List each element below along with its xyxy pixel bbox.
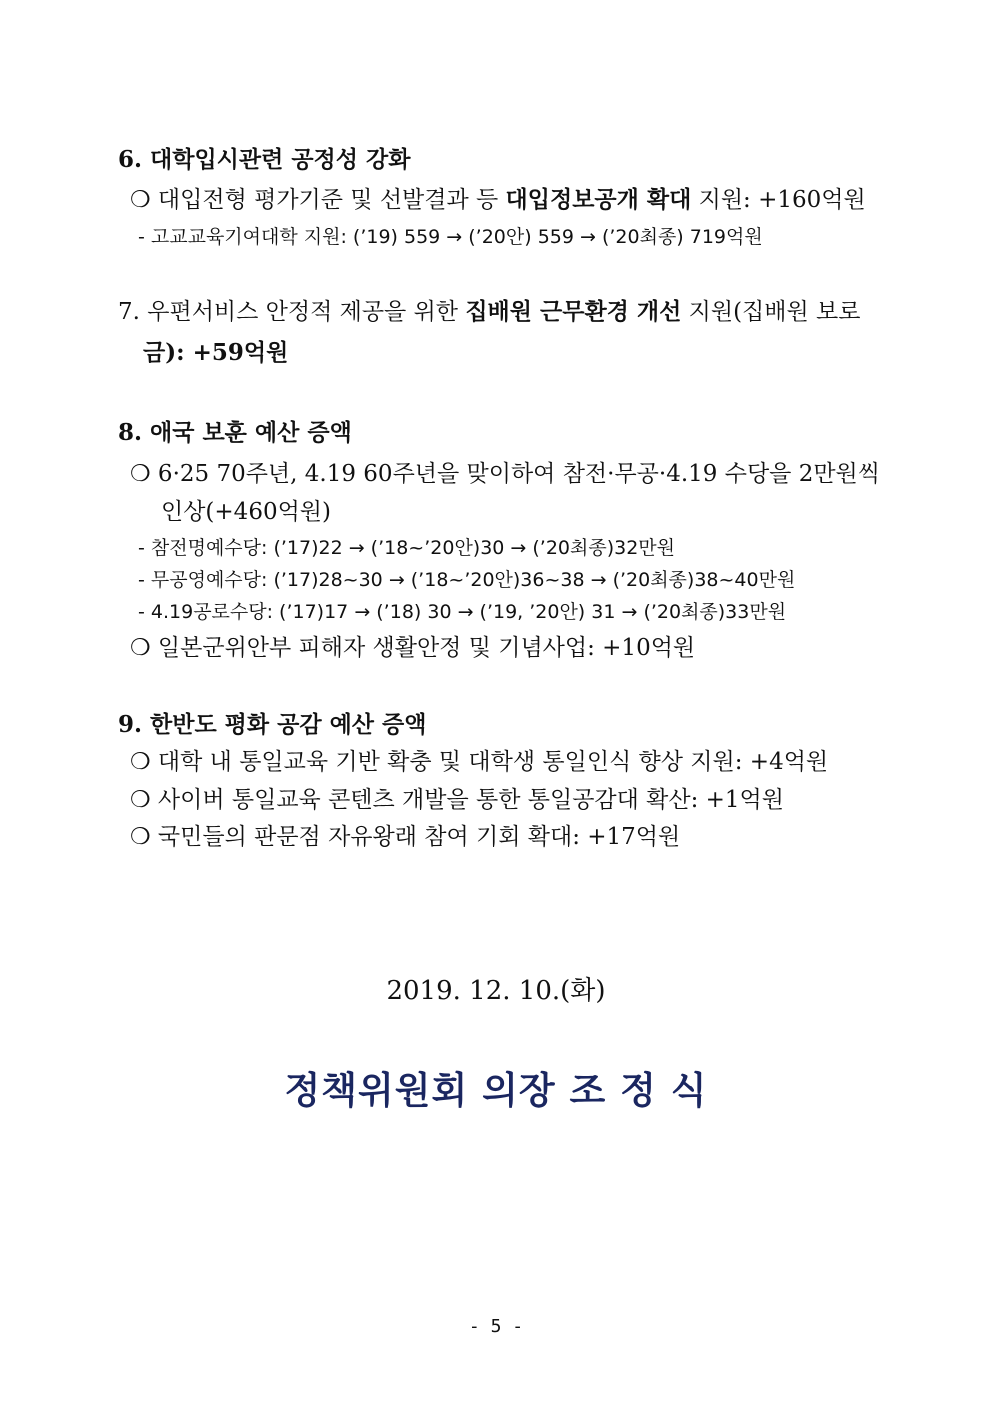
- bullet-emphasis: 대입정보공개 확대: [505, 186, 692, 213]
- section-8-detail-3: - 4.19공로수당: (’17)17 → (’18) 30 → (’19, ’20안) 31 → (’20최종)33만원: [138, 601, 787, 623]
- heading-text-end: 지원(집배원 보로: [681, 299, 861, 325]
- section-9-bullet-2: ❍ 사이버 통일교육 콘텐츠 개발을 통한 통일공감대 확산: +1억원: [130, 787, 784, 813]
- bullet-text-end: 지원: +160억원: [691, 187, 866, 213]
- section-6-heading: 6. 대학입시관련 공정성 강화: [118, 146, 411, 173]
- section-7-continuation: 금): +59억원: [143, 339, 289, 366]
- page-number: - 5 -: [468, 1316, 524, 1337]
- document-date: 2019. 12. 10.(화): [386, 976, 606, 1006]
- bullet-text: ❍ 대입전형 평가기준 및 선발결과 등: [130, 187, 506, 213]
- section-8-bullet-1-cont: 인상(+460억원): [161, 499, 331, 525]
- section-6-detail-1: - 고교교육기여대학 지원: (’19) 559 → (’20안) 559 → (’20최종) 719억원: [138, 226, 763, 248]
- signature: 정책위원회 의장 조 정 식: [284, 1069, 708, 1112]
- heading-text: 7. 우편서비스 안정적 제공을 위한: [118, 299, 466, 325]
- section-6-bullet-1: [130, 181, 866, 214]
- section-7-heading: [118, 293, 860, 326]
- section-9-bullet-3: ❍ 국민들의 판문점 자유왕래 참여 기회 확대: +17억원: [130, 824, 681, 850]
- section-8-bullet-2: ❍ 일본군위안부 피해자 생활안정 및 기념사업: +10억원: [130, 635, 696, 661]
- heading-emphasis: 집배원 근무환경 개선: [465, 298, 682, 325]
- section-8-bullet-1: ❍ 6·25 70주년, 4.19 60주년을 맞이하여 참전·무공·4.19 수당을 2만원씩: [130, 461, 880, 487]
- section-9-heading: 9. 한반도 평화 공감 예산 증액: [118, 711, 427, 738]
- section-8-detail-1: - 참전명예수당: (’17)22 → (’18~’20안)30 → (’20최종)32만원: [138, 537, 676, 559]
- section-9-bullet-1: ❍ 대학 내 통일교육 기반 확충 및 대학생 통일인식 향상 지원: +4억원: [130, 749, 829, 775]
- section-8-detail-2: - 무공영예수당: (’17)28~30 → (’18~’20안)36~38 → (’20최종)38~40만원: [138, 569, 796, 591]
- section-8-heading: 8. 애국 보훈 예산 증액: [118, 419, 352, 446]
